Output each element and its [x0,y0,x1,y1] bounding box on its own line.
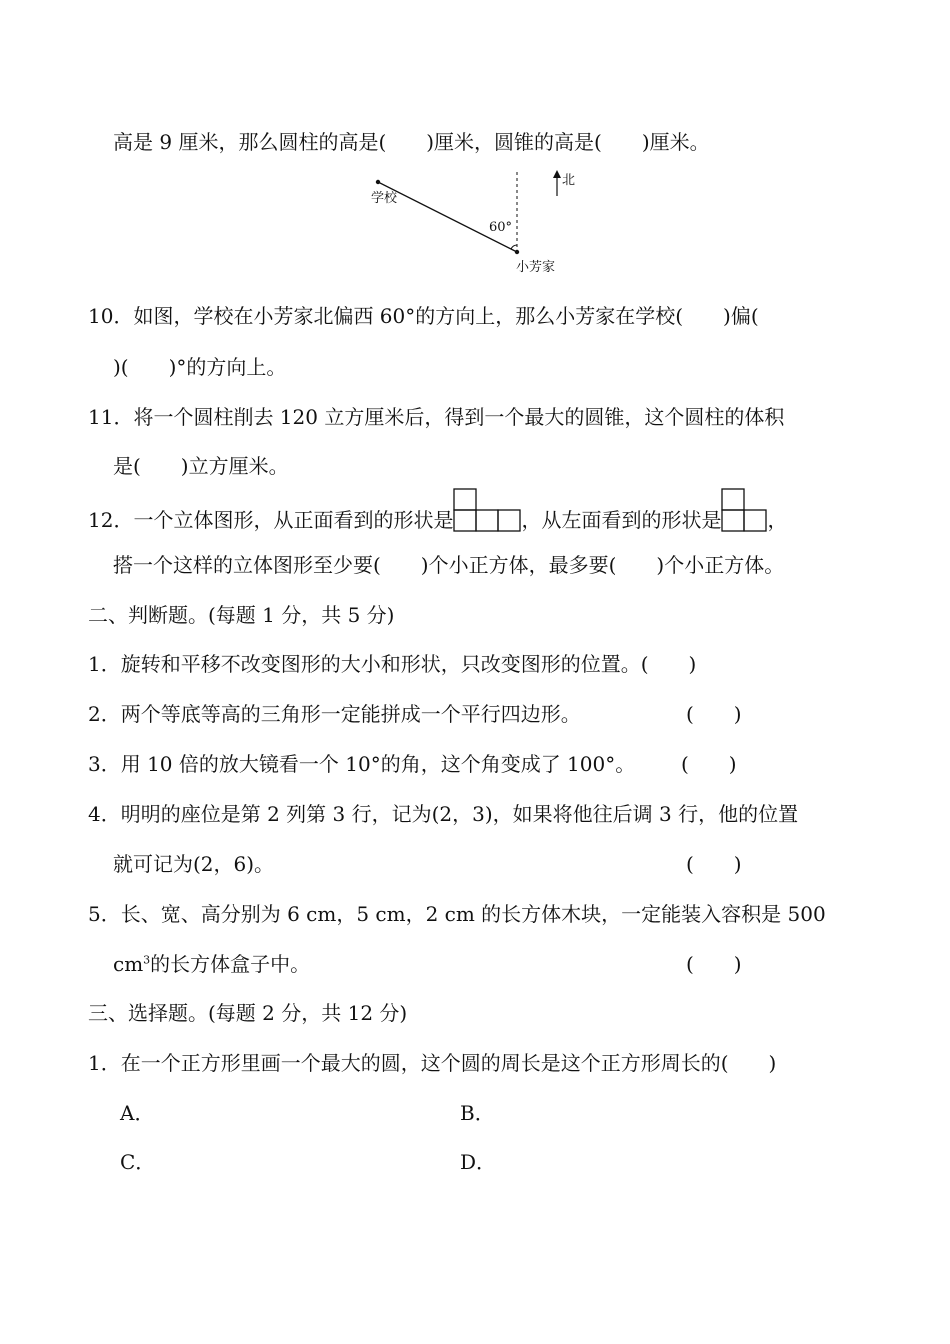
q12-text-left: ，从左面看到的形状是 [521,508,722,532]
q12-text-end: ， [767,508,788,532]
angle-label: 60° [489,220,513,235]
judge-5-line-1: 5．长、宽、高分别为 6 cm，5 cm，2 cm 的长方体木块，一定能装入容积是 500 [88,902,826,926]
option-a: A． [120,1101,155,1125]
angle-arc [511,245,517,249]
unit-cm: cm [113,952,144,976]
north-arrow-head [553,170,561,178]
school-label: 学校 [371,191,398,206]
school-home-line [378,182,517,252]
option-b: B． [460,1101,495,1125]
judge-2-answer-paren: ( ) [686,702,742,726]
judge-3: 3．用 10 倍的放大镜看一个 10°的角，这个角变成了 100°。 [88,752,636,776]
judge-3-answer-paren: ( ) [681,752,737,776]
front-view-shape [453,488,521,532]
q12-text-front: 12．一个立体图形，从正面看到的形状是 [88,508,454,532]
choice-1: 1．在一个正方形里画一个最大的圆，这个圆的周长是这个正方形周长的( ) [88,1051,777,1075]
judge-2: 2．两个等底等高的三角形一定能拼成一个平行四边形。 [88,702,581,726]
q10-line-1: 10．如图，学校在小芳家北偏西 60°的方向上，那么小芳家在学校( )偏( [88,304,759,328]
option-c: C． [120,1150,156,1174]
home-point [515,250,519,254]
north-label: 北 [562,173,576,188]
left-view-shape [721,488,767,532]
judge-5-line-2 [113,952,310,976]
home-label: 小芳家 [516,260,556,275]
option-d: D． [460,1150,497,1174]
judge-5-text: 的长方体盒子中。 [150,952,311,976]
q11-line-1: 11．将一个圆柱削去 120 立方厘米后，得到一个最大的圆锥，这个圆柱的体积 [88,405,785,429]
judge-4-line-2: 就可记为(2，6)。 [113,852,275,876]
judge-5-answer-paren: ( ) [686,952,742,976]
judge-1: 1．旋转和平移不改变图形的大小和形状，只改变图形的位置。( ) [88,652,697,676]
q10-line-2: )( )°的方向上。 [113,355,287,379]
section-2-heading: 二、判断题。(每题 1 分，共 5 分) [88,603,395,627]
unit-exponent: 3 [143,953,151,967]
q12-line-1 [88,488,787,532]
judge-4-line-1: 4．明明的座位是第 2 列第 3 行，记为(2，3)，如果将他往后调 3 行，他的位置 [88,802,799,826]
section-3-heading: 三、选择题。(每题 2 分，共 12 分) [88,1001,408,1025]
school-point [376,180,380,184]
q12-line-2: 搭一个这样的立体图形至少要( )个小正方体，最多要( )个小正方体。 [113,553,785,577]
judge-4-answer-paren: ( ) [686,852,742,876]
q9-continuation: 高是 9 厘米，那么圆柱的高是( )厘米，圆锥的高是( )厘米。 [113,130,710,154]
q11-line-2: 是( )立方厘米。 [113,454,289,478]
